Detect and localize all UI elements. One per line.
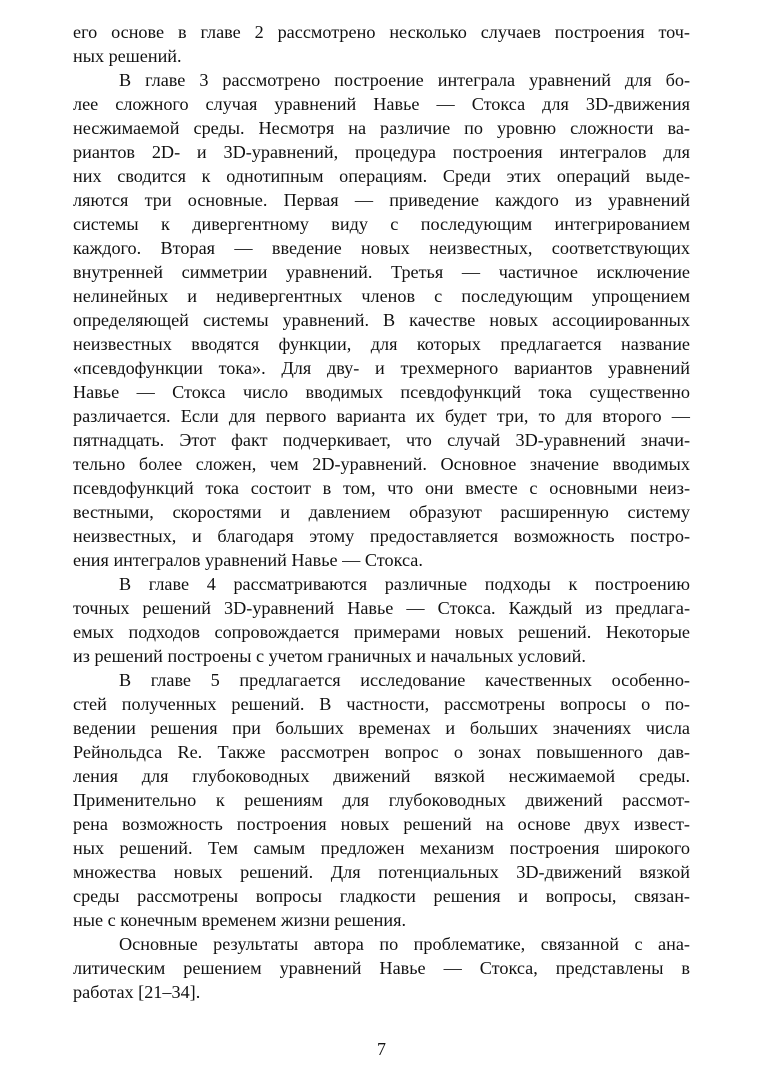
text-line: ные с конечным временем жизни решения. bbox=[73, 910, 407, 930]
text-line: различается. Если для первого варианта их будет три, то для второго — bbox=[73, 406, 690, 426]
text-line: В главе 5 предлагается исследование качественных особенно- bbox=[119, 670, 690, 690]
paragraph-3 bbox=[73, 572, 690, 668]
text-line: его основе в главе 2 рассмотрено несколько случаев построения точ- bbox=[73, 22, 690, 42]
text-line: внутренней симметрии уравнений. Третья — частичное исключение bbox=[73, 262, 690, 282]
text-line: В главе 3 рассмотрено построение интеграла уравнений для бо- bbox=[119, 70, 690, 90]
paragraph-2 bbox=[73, 68, 690, 572]
text-line: точных решений 3D-уравнений Навье — Стокса. Каждый из предлага- bbox=[73, 598, 690, 618]
paragraph-5 bbox=[73, 932, 690, 1004]
paragraph-1 bbox=[73, 20, 690, 68]
text-line: риантов 2D- и 3D-уравнений, процедура построения интегралов для bbox=[73, 142, 690, 162]
page-number: 7 bbox=[377, 1039, 386, 1059]
text-line: Рейнольдса Re. Также рассмотрен вопрос о зонах повышенного дав- bbox=[73, 742, 690, 762]
text-line: ления для глубоководных движений вязкой несжимаемой среды. bbox=[73, 766, 690, 786]
text-line: Навье — Стокса число вводимых псевдофункций тока существенно bbox=[73, 382, 690, 402]
text-line: неизвестных вводятся функции, для которых предлагается название bbox=[73, 334, 690, 354]
text-line: литическим решением уравнений Навье — Стокса, представлены в bbox=[73, 958, 690, 978]
text-line: рена возможность построения новых решений на основе двух извест- bbox=[73, 814, 690, 834]
text-line: несжимаемой среды. Несмотря на различие по уровню сложности ва- bbox=[73, 118, 690, 138]
text-line: системы к дивергентному виду с последующим интегрированием bbox=[73, 214, 690, 234]
text-line: определяющей системы уравнений. В качестве новых ассоциированных bbox=[73, 310, 690, 330]
text-line: множества новых решений. Для потенциальных 3D-движений вязкой bbox=[73, 862, 690, 882]
text-line: среды рассмотрены вопросы гладкости решения и вопросы, связан- bbox=[73, 886, 690, 906]
text-line: В главе 4 рассматриваются различные подходы к построению bbox=[119, 574, 690, 594]
text-line: «псевдофункции тока». Для дву- и трехмерного вариантов уравнений bbox=[73, 358, 690, 378]
text-line: лее сложного случая уравнений Навье — Стокса для 3D-движения bbox=[73, 94, 690, 114]
text-line: пятнадцать. Этот факт подчеркивает, что случай 3D-уравнений значи- bbox=[73, 430, 690, 450]
text-line: Основные результаты автора по проблематике, связанной с ана- bbox=[119, 934, 690, 954]
text-line: ных решений. Тем самым предложен механизм построения широкого bbox=[73, 838, 690, 858]
text-line: псевдофункций тока состоит в том, что они вместе с основными неиз- bbox=[73, 478, 690, 498]
text-line: Применительно к решениям для глубоководных движений рассмот- bbox=[73, 790, 690, 810]
text-line: ных решений. bbox=[73, 46, 182, 66]
text-line: из решений построены с учетом граничных и начальных условий. bbox=[73, 646, 586, 666]
text-line: неизвестных, и благодаря этому предоставляется возможность постро- bbox=[73, 526, 690, 546]
text-line: стей полученных решений. В частности, рассмотрены вопросы о по- bbox=[73, 694, 690, 714]
text-line: работах [21–34]. bbox=[73, 982, 201, 1002]
body-text bbox=[73, 20, 690, 1004]
text-line: каждого. Вторая — введение новых неизвестных, соответствующих bbox=[73, 238, 690, 258]
text-line: ведении решения при больших временах и больших значениях числа bbox=[73, 718, 690, 738]
text-line: емых подходов сопровождается примерами новых решений. Некоторые bbox=[73, 622, 690, 642]
paragraph-4 bbox=[73, 668, 690, 932]
text-line: нелинейных и недивергентных членов с последующим упрощением bbox=[73, 286, 690, 306]
text-line: вестными, скоростями и давлением образуют расширенную систему bbox=[73, 502, 690, 522]
text-line: ляются три основные. Первая — приведение каждого из уравнений bbox=[73, 190, 690, 210]
text-line: них сводится к однотипным операциям. Среди этих операций выде- bbox=[73, 166, 690, 186]
text-line: ения интегралов уравнений Навье — Стокса. bbox=[73, 550, 423, 570]
text-line: тельно более сложен, чем 2D-уравнений. Основное значение вводимых bbox=[73, 454, 690, 474]
